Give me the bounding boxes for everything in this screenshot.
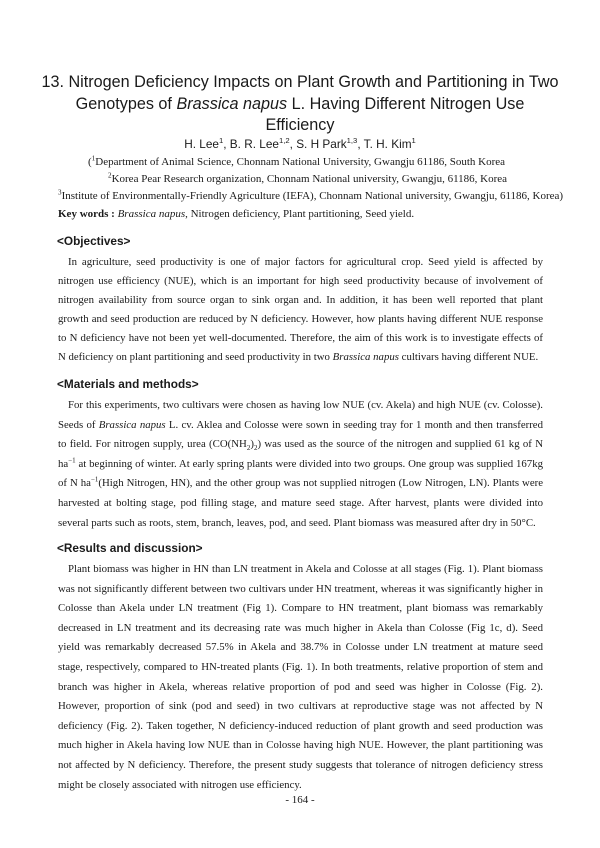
- author-list: H. Lee$^1$, B. R. Lee$^{1,2}$, S. H Park$^{1,3}$, T. H. Kim$^1$: [184, 136, 416, 151]
- author-3-affiliation: 1,3: [346, 136, 358, 146]
- objectives-paragraph: In agriculture, seed productivity is one of major factors for agricultural crop. Seed yield is affected by nitrogen use efficiency (NUE), which is an important for high seed productivity because of involvement of nitrogen availability from source organ to sink organ and. In addition, it has been well reported that plant growth and seed production are reduced by N deficiency. However, how plants having different NUE response to N deficiency have not been yet well-documented. Therefore, the aim of this work is to investigate effects of N deficiency on plant partitioning and seed productivity in two Brassica napus cultivars having different NUE.: [58, 256, 543, 364]
- keywords-species: Brassica napus: [117, 208, 186, 220]
- results-heading: <Results and discussion>: [57, 541, 203, 555]
- paper-title: [40, 72, 560, 137]
- keywords: [58, 208, 414, 220]
- author-4: T. H. Kim: [363, 137, 412, 151]
- title-part-1: 13. Nitrogen Deficiency Impacts on Plant Growth and Partitioning in Two Genotypes of: [41, 73, 559, 113]
- methods-heading: <Materials and methods>: [57, 377, 199, 391]
- affiliation-3: $^3$Institute of Environmentally-Friendly Agriculture (IEFA), Chonnam National university, Gwangju, 61186, Korea): [58, 188, 564, 202]
- objectives-heading: <Objectives>: [57, 234, 131, 248]
- author-3: S. H Park: [296, 137, 347, 151]
- author-1: H. Lee: [184, 137, 219, 151]
- author-2-affiliation: 1,2: [278, 136, 290, 146]
- results-paragraph: Plant biomass was higher in HN than LN treatment in Akela and Colosse at all stages (Fig. 1). Plant biomass was not significantly different between two cultivars under HN treatment, whereas it was significantly higher in Colosse than Akela under LN treatment (Fig 1). Compare to HN treatment, plant biomass was remarkably decreased in LN treatment and its decreasing rate was much higher in Akela than Colosse (Fig 1c, d). Seed yield was remarkably decreased 57.5% in Akela and 38.7% in Colosse under LN treatment at mature seed stage, respectively, compared to HN-treated plants (Fig. 1). In both treatments, relative proportion of stem and branch was higher in Akela, whereas relative proportion of pod and seed was higher in Colosse (Fig. 2). However, proportion of sink (pod and seed) in two cultivars at reproductive stage was not affected by N deficiency (Fig. 2). Taken together, N deficiency-induced reduction of plant growth and seed production was much higher in Akela having low NUE than in Colosse having high NUE. However, the plant partitioning was not affected by N deficiency. Therefore, the present study suggests that tolerance of nitrogen deficiency stress might be closely associated with nitrogen use efficiency.: [58, 563, 543, 791]
- affiliation-1: ($^1$Department of Animal Science, Chonnam National University, Gwangju 61186, South Korea: [88, 154, 506, 168]
- keywords-rest: , Nitrogen deficiency, Plant partitioning, Seed yield.: [185, 208, 415, 220]
- title-species: Brassica napus: [176, 94, 288, 113]
- author-1-affiliation: 1: [218, 136, 224, 146]
- author-2: B. R. Lee: [229, 137, 279, 151]
- author-4-affiliation: 1: [411, 136, 416, 146]
- page-number: - 164 -: [285, 794, 315, 806]
- keywords-label: Key words :: [58, 208, 115, 220]
- methods-paragraph: For this experiments, two cultivars were chosen as having low NUE (cv. Akela) and high NUE (cv. Colosse). Seeds of Brassica napus L. cv. Aklea and Colosse were sown in seeding tray for 1 month and then transferred to field. For nitrogen supply, urea $(CO(NH_2)_2)$ was used as the source of the nitrogen and supplied 61 kg of N $ha^{-1}$ at beginning of winter. At early spring plants were divided into two groups. One group was supplied 167kg of N $ha^{-1}(High$ Nitrogen, HN), and the other group was not supplied nitrogen (Low Nitrogen, LN). Plants were harvested at bolting stage, pod filling stage, and mature seed stage. After harvest, plants were divided into several parts such as roots, stem, branch, leaves, pod, and seed. Plant biomass was measured after dry in 50°C.: [58, 399, 543, 529]
- affiliation-2: $^2$Korea Pear Research organization, Chonnam National university, Gwangju, 61186, Korea: [108, 171, 508, 185]
- title-part-2: L. Having Different Nitrogen Use Efficiency: [265, 94, 525, 134]
